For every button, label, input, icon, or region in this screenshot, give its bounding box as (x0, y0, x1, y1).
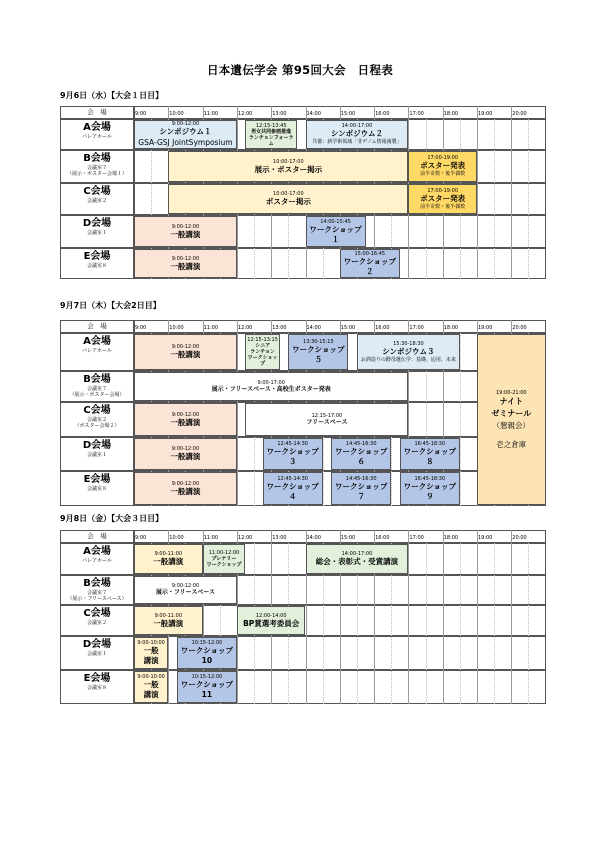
venue-label (60, 639, 134, 657)
session-name: ワークショップ８ (403, 447, 456, 466)
venue-label (60, 578, 134, 602)
session-block[interactable] (237, 606, 306, 635)
session-name: ワークショップ11 (180, 680, 234, 699)
session-note: GSA-GSJ JointSymposium (138, 138, 233, 147)
venue-room: 会議室８ (86, 685, 107, 691)
venue-name: C会場 (83, 186, 111, 197)
venue-room: 会議室２ （ポスター会場２） (74, 417, 120, 429)
session-note: （懇親会） (492, 421, 531, 430)
session-time: 16:45-18:30 (414, 441, 446, 447)
session-block[interactable] (134, 334, 237, 370)
session-name: ワークショップ10 (180, 646, 234, 665)
session-time: 16:45-18:30 (414, 475, 446, 482)
time-label: 15:00 (340, 535, 356, 541)
session-time: 9:00-12:00 (171, 446, 200, 452)
time-label: 11:00 (203, 325, 219, 331)
session-block[interactable] (306, 120, 409, 149)
venue-name: E会場 (83, 673, 111, 684)
venue-room: 会議室８ (86, 263, 107, 269)
hour-line (408, 530, 409, 704)
time-label: 9:00 (135, 111, 147, 117)
venue-name: A会場 (83, 336, 111, 347)
session-name: 一般講演 (153, 618, 184, 628)
time-label: 11:00 (203, 535, 219, 541)
time-label: 18:00 (443, 325, 459, 331)
session-name: ワークショップ４ (266, 481, 319, 501)
time-label: 13:00 (272, 111, 287, 117)
half-hour-line (494, 119, 495, 279)
session-block[interactable] (263, 438, 323, 470)
venue-label (60, 608, 134, 626)
session-time: 9:00-12:00 (171, 344, 200, 350)
session-note: 前半奇数・後半偶数 (420, 171, 466, 177)
time-label: 18:00 (443, 535, 459, 541)
time-label: 20:00 (512, 111, 527, 117)
venue-header-label: 会 場 (87, 108, 107, 116)
session-name: シンポジウム１ (159, 127, 212, 136)
venue-label (60, 374, 134, 398)
session-name: 一般講演 (170, 486, 201, 496)
venue-label (60, 440, 134, 458)
hour-line (477, 530, 478, 704)
venue-name: B会場 (83, 153, 111, 164)
session-time: 9:00-12:00 (171, 255, 200, 262)
session-block[interactable] (331, 438, 391, 470)
session-time: 9:00-12:00 (171, 411, 200, 418)
session-name: ポスター掲示 (265, 197, 311, 206)
venue-name: B会場 (83, 374, 111, 385)
session-name: ワークショップ５ (292, 345, 345, 364)
session-block[interactable] (263, 472, 323, 505)
half-hour-line (528, 119, 529, 279)
time-label: 15:00 (340, 111, 356, 117)
session-time: 9:00-12:00 (171, 223, 200, 230)
session-time: 12:45-14:30 (277, 475, 308, 482)
session-block[interactable] (306, 544, 409, 574)
time-label: 14:00 (306, 325, 321, 331)
session-block[interactable] (134, 472, 237, 505)
venue-name: C会場 (83, 608, 111, 619)
session-time: 11:00-12:00 (208, 550, 240, 556)
session-block[interactable] (245, 120, 296, 149)
hour-line (443, 530, 444, 704)
session-time: 12:15-13:15 (247, 337, 278, 343)
session-time: 14:00-15:45 (320, 218, 351, 225)
session-name: ワークショップ６ (335, 447, 388, 466)
session-time: 15:00-16:45 (354, 250, 386, 257)
venue-name: E会場 (83, 251, 111, 262)
session-name: ワークショップ７ (335, 481, 388, 501)
time-label: 16:00 (375, 535, 390, 541)
session-name: ポスター発表 (420, 161, 466, 170)
session-block[interactable] (134, 576, 237, 604)
hour-line (511, 530, 512, 704)
session-block[interactable] (340, 249, 400, 278)
session-block[interactable] (400, 438, 460, 470)
venue-label (60, 405, 134, 429)
venue-name: D会場 (82, 639, 112, 650)
hour-line (511, 106, 512, 279)
venue-room: 会議室７ （展示・フリースペース） (67, 590, 127, 602)
session-time: 14:00-17:00 (341, 551, 373, 557)
session-time: 14:00-17:00 (341, 123, 373, 129)
venue-room: 会議室２ (86, 198, 107, 204)
session-name: 一般講演 (153, 557, 184, 566)
session-block[interactable] (134, 403, 237, 436)
session-block[interactable] (177, 671, 237, 703)
session-time: 10:00-17:00 (273, 191, 304, 197)
session-block[interactable] (134, 120, 237, 149)
session-name: シンポジウム３ (382, 346, 435, 356)
session-note: お酒造りの酵母遺伝学：基礎、応用、未来 (360, 356, 456, 363)
session-block[interactable] (408, 151, 477, 182)
session-block[interactable] (134, 249, 237, 278)
session-time: 12:45-14:30 (277, 441, 308, 447)
venue-room: バレアホール (82, 558, 112, 564)
session-block[interactable] (177, 637, 237, 669)
session-time: 10:00-17:00 (273, 158, 304, 165)
session-name: BP賞選考委員会 (243, 618, 300, 628)
session-time: 17:00-19:00 (427, 155, 458, 161)
venue-room: 会議室１ (86, 230, 107, 236)
session-time: 17:00-19:00 (427, 187, 458, 194)
session-name: 一般講演 (170, 261, 201, 271)
session-block[interactable] (288, 334, 348, 370)
hour-line (477, 106, 478, 279)
session-name: ワークショップ９ (403, 481, 456, 501)
time-label: 12:00 (237, 111, 253, 117)
time-label: 14:00 (306, 111, 321, 117)
time-label: 14:00 (306, 535, 321, 541)
time-label: 17:00 (409, 111, 424, 117)
session-time: 10:15-12:00 (191, 674, 223, 680)
session-block[interactable] (245, 403, 408, 436)
time-label: 9:00 (135, 325, 147, 331)
session-time: 14:45-16:30 (345, 441, 377, 447)
time-label: 15:00 (340, 325, 356, 331)
venue-room: 会議室７ （展示・ポスター会場） (69, 386, 125, 398)
session-name: 展示・フリースペース・高校生ポスター発表 (211, 385, 331, 393)
half-hour-line (460, 333, 461, 506)
session-note: 共催：新学術領域「非ゲノム情報複製」 (312, 139, 402, 145)
session-block[interactable] (134, 637, 168, 669)
session-name: ポスター発表 (420, 193, 466, 203)
venue-room: 会議室８ (86, 486, 107, 492)
venue-label (60, 251, 134, 269)
session-name: 総会・表彰式・受賞講演 (315, 557, 399, 566)
time-label: 13:00 (272, 535, 287, 541)
session-time: 12:15-13:45 (255, 122, 287, 129)
half-hour-line (460, 543, 461, 704)
session-name: 一般 講演 (143, 680, 159, 699)
venue-name: D会場 (82, 218, 112, 229)
session-time: 9:00-12:00 (171, 480, 200, 487)
session-name: 展示・ポスター掲示 (254, 164, 323, 174)
session-block[interactable] (400, 472, 460, 505)
session-time: 9:00-10:00 (137, 674, 165, 680)
session-block[interactable] (134, 438, 237, 470)
session-name: 一般講演 (170, 452, 201, 461)
session-time: 9:00-17:00 (257, 379, 285, 386)
session-time: 13:30-15:15 (303, 339, 334, 345)
session-time: 9:00-12:00 (171, 121, 200, 127)
time-label: 12:00 (237, 535, 253, 541)
half-hour-line (494, 543, 495, 704)
session-name: シンポジウム２ (330, 129, 384, 138)
session-name: ワークショップ３ (266, 447, 319, 466)
venue-header-label: 会 場 (87, 322, 107, 330)
venue-label (60, 122, 134, 140)
session-block[interactable] (134, 671, 168, 703)
session-block[interactable] (134, 544, 203, 574)
venue-label (60, 474, 134, 492)
venue-room: 会議室７ （展示・ポスター会場１） (66, 165, 127, 177)
venue-name: C会場 (83, 405, 111, 416)
half-hour-line (426, 543, 427, 704)
session-time: 9:00-10:00 (137, 640, 165, 646)
session-name: 一般講演 (170, 229, 201, 239)
session-name: シニア ランチョン ワークショップ (247, 343, 278, 367)
session-block[interactable] (168, 151, 408, 182)
time-label: 19:00 (478, 325, 493, 331)
session-time: 9:00-12:00 (171, 583, 200, 589)
time-label: 18:00 (443, 111, 459, 117)
session-name: ナイト ゼミナール (491, 397, 532, 418)
session-block[interactable] (306, 216, 366, 247)
session-name: ワークショップ２ (343, 256, 396, 276)
venue-room: 会議室１ (86, 651, 107, 657)
time-label: 13:00 (272, 325, 287, 331)
time-label: 12:00 (237, 325, 253, 331)
half-hour-line (528, 543, 529, 704)
session-name: プレナリー ワークショップ (206, 556, 242, 568)
venue-label (60, 546, 134, 564)
time-label: 9:00 (135, 535, 147, 541)
session-name: 男女共同参画推進 ランチョンフォーラム (248, 128, 294, 147)
venue-room: 会議室２ (86, 620, 107, 626)
session-note: 前半奇数・後半偶数 (420, 203, 466, 210)
time-label: 19:00 (478, 111, 493, 117)
venue-name: D会場 (82, 440, 112, 451)
day-heading: 9月6日（水）【大会１日目】 (60, 91, 164, 100)
session-block[interactable] (134, 372, 408, 401)
time-label: 11:00 (203, 111, 219, 117)
session-name: フリースペース (306, 418, 348, 426)
session-block[interactable] (331, 472, 391, 505)
session-block[interactable] (168, 184, 408, 214)
time-label: 10:00 (169, 325, 184, 331)
session-time: 15:30-18:30 (393, 340, 424, 347)
session-time: 9:00-11:00 (154, 551, 183, 557)
session-time: 12:15-17:00 (311, 412, 343, 419)
session-name: ワークショップ１ (309, 224, 362, 244)
session-block[interactable] (408, 184, 477, 214)
time-label: 16:00 (375, 325, 390, 331)
venue-name: E会場 (83, 474, 111, 485)
venue-header-label: 会 場 (87, 532, 107, 540)
venue-name: B会場 (83, 578, 111, 589)
session-time: 12:00-14:00 (255, 612, 287, 619)
session-time: 19:00-21:00 (495, 390, 527, 396)
session-block[interactable] (134, 216, 237, 247)
venue-room: 会議室１ (86, 452, 107, 458)
time-label: 19:00 (478, 535, 493, 541)
session-name: 一般講演 (170, 350, 201, 359)
session-block[interactable] (357, 334, 460, 370)
venue-name: A会場 (83, 546, 111, 557)
session-time: 14:45-16:30 (345, 475, 377, 482)
time-label: 20:00 (512, 535, 527, 541)
venue-name: A会場 (83, 122, 111, 133)
session-time: 9:00-11:00 (154, 612, 183, 619)
session-block[interactable] (134, 606, 203, 635)
venue-room: バレアホール (82, 134, 112, 140)
day-heading: 9月7日（木）【大会2日目】 (60, 301, 161, 310)
venue-label (60, 153, 134, 177)
venue-room: バレアホール (82, 348, 112, 354)
page-title: 日本遺伝学会 第95回大会 日程表 (206, 63, 394, 77)
session-name: 一般 講演 (143, 646, 159, 665)
time-label: 10:00 (169, 111, 184, 117)
session-block[interactable] (203, 544, 246, 574)
venue-label (60, 336, 134, 354)
day-heading: 9月8日（金）【大会３日目】 (60, 514, 164, 523)
time-label: 10:00 (169, 535, 184, 541)
venue-label (60, 186, 134, 204)
time-label: 20:00 (512, 325, 527, 331)
time-label: 17:00 (409, 325, 424, 331)
venue-label (60, 218, 134, 236)
session-block[interactable] (477, 334, 546, 505)
session-name: 一般講演 (170, 417, 201, 427)
session-block[interactable] (245, 334, 279, 370)
hour-line (237, 320, 238, 506)
time-label: 17:00 (409, 535, 424, 541)
session-venue-note: 壱之倉庫 (496, 440, 527, 449)
venue-label (60, 673, 134, 691)
session-time: 10:15-12:00 (191, 640, 223, 646)
time-label: 16:00 (375, 111, 390, 117)
session-name: 展示・フリースペース (155, 589, 216, 596)
